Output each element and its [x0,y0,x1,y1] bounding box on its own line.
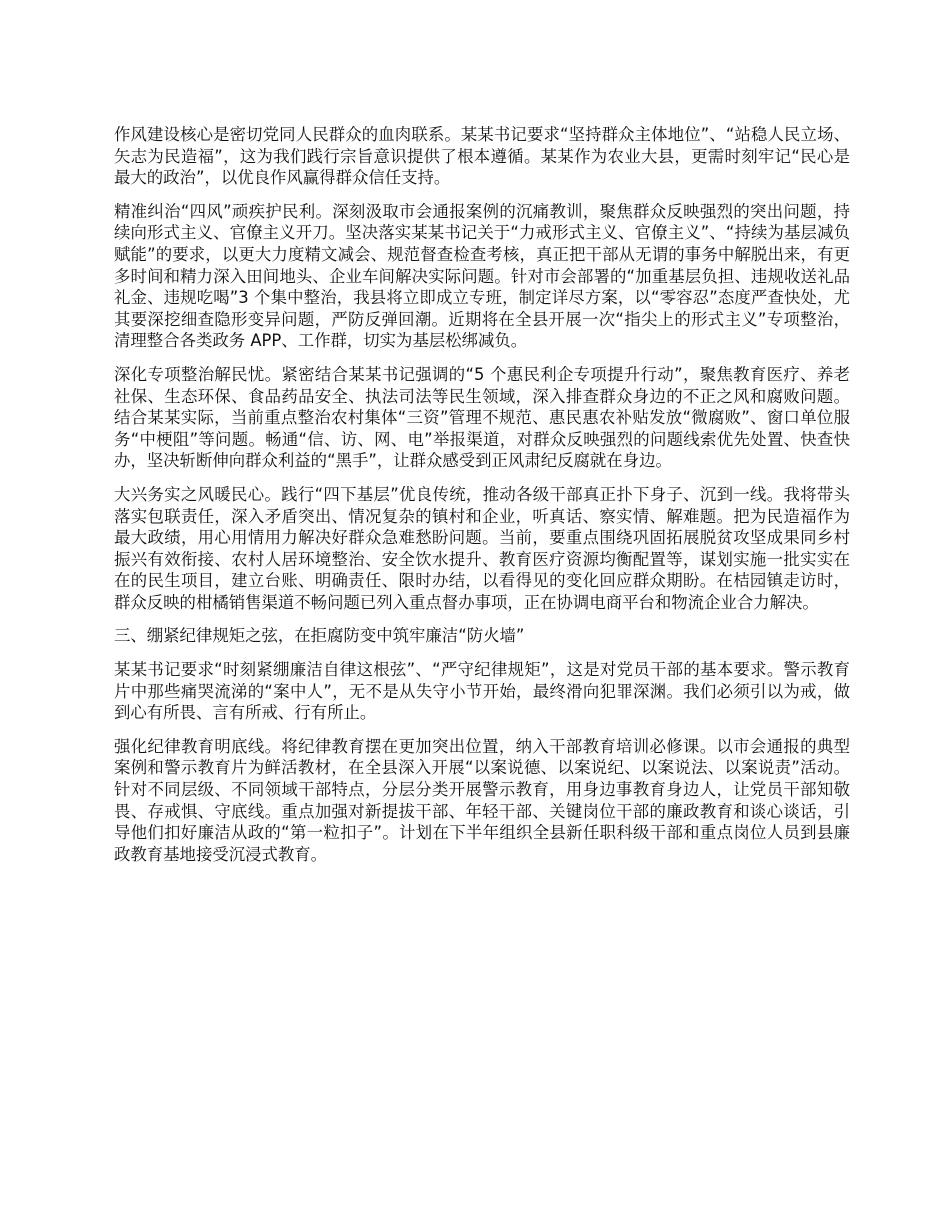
paragraph-5: 某某书记要求“时刻紧绷廉洁自律这根弦”、“严守纪律规矩”，这是对党员干部的基本要求。警示教育片中那些痛哭流涕的“案中人”，无不是从失守小节开始，最终滑向犯罪深渊。我们必须引以为戒，做到心有所畏、言有所戒、行有所止。 [114,660,850,723]
paragraph-3: 深化专项整治解民忧。紧密结合某某书记强调的“5 个惠民利企专项提升行动”，聚焦教育医疗、养老社保、生态环保、食品药品安全、执法司法等民生领域，深入排查群众身边的不正之风和腐败问题。结合某某实际，当前重点整治农村集体“三资”管理不规范、惠民惠农补贴发放“微腐败”、窗口单位服务“中梗阻”等问题。畅通“信、访、网、电”举报渠道，对群众反映强烈的问题线索优先处置、快查快办，坚决斩断伸向群众利益的“黑手”，让群众感受到正风肃纪反腐就在身边。 [114,364,850,471]
section-heading: 三、绷紧纪律规矩之弦，在拒腐防变中筑牢廉洁“防火墙” [114,626,525,646]
paragraph-4: 大兴务实之风暖民心。践行“四下基层”优良传统，推动各级干部真正扑下身子、沉到一线。我将带头落实包联责任，深入矛盾突出、情况复杂的镇村和企业，听真话、察实情、解难题。把为民造福作为最大政绩，用心用情用力解决好群众急难愁盼问题。当前，要重点围绕巩固拓展脱贫攻坚成果同乡村振兴有效衔接、农村人居环境整治、安全饮水提升、教育医疗资源均衡配置等，谋划实施一批实实在在的民生项目，建立台账、明确责任、限时办结，以看得见的变化回应群众期盼。在桔园镇走访时，群众反映的柑橘销售渠道不畅问题已列入重点督办事项，正在协调电商平台和物流企业合力解决。 [114,484,850,612]
paragraph-2: 精准纠治“四风”顽疾护民利。深刻汲取市会通报案例的沉痛教训，聚焦群众反映强烈的突出问题，持续向形式主义、官僚主义开刀。坚决落实某某书记关于“力戒形式主义、官僚主义”、“持续为基层减负赋能”的要求，以更大力度精文减会、规范督查检查考核，真正把干部从无谓的事务中解脱出来，有更多时间和精力深入田间地头、企业车间解决实际问题。针对市会部署的“加重基层负担、违规收送礼品礼金、违规吃喝”3 个集中整治，我县将立即成立专班，制定详尽方案，以“零容忍”态度严查快处，尤其要深挖细查隐形变异问题，严防反弹回潮。近期将在全县开展一次“指尖上的形式主义”专项整治，清理整合各类政务 APP、工作群，切实为基层松绑减负。 [114,201,850,351]
paragraph-1: 作风建设核心是密切党同人民群众的血肉联系。某某书记要求“坚持群众主体地位”、“站稳人民立场、矢志为民造福”，这为我们践行宗旨意识提供了根本遵循。某某作为农业大县，更需时刻牢记“民心是最大的政治”，以优良作风赢得群众信任支持。 [114,125,850,188]
document-body [114,124,850,865]
paragraph-6: 强化纪律教育明底线。将纪律教育摆在更加突出位置，纳入干部教育培训必修课。以市会通报的典型案例和警示教育片为鲜活教材，在全县深入开展“以案说德、以案说纪、以案说法、以案说责”活动。针对不同层级、不同领域干部特点，分层分类开展警示教育，用身边事教育身边人，让党员干部知敬畏、存戒惧、守底线。重点加强对新提拔干部、年轻干部、关键岗位干部的廉政教育和谈心谈话，引导他们扣好廉洁从政的“第一粒扣子”。计划在下半年组织全县新任职科级干部和重点岗位人员到县廉政教育基地接受沉浸式教育。 [114,736,850,864]
